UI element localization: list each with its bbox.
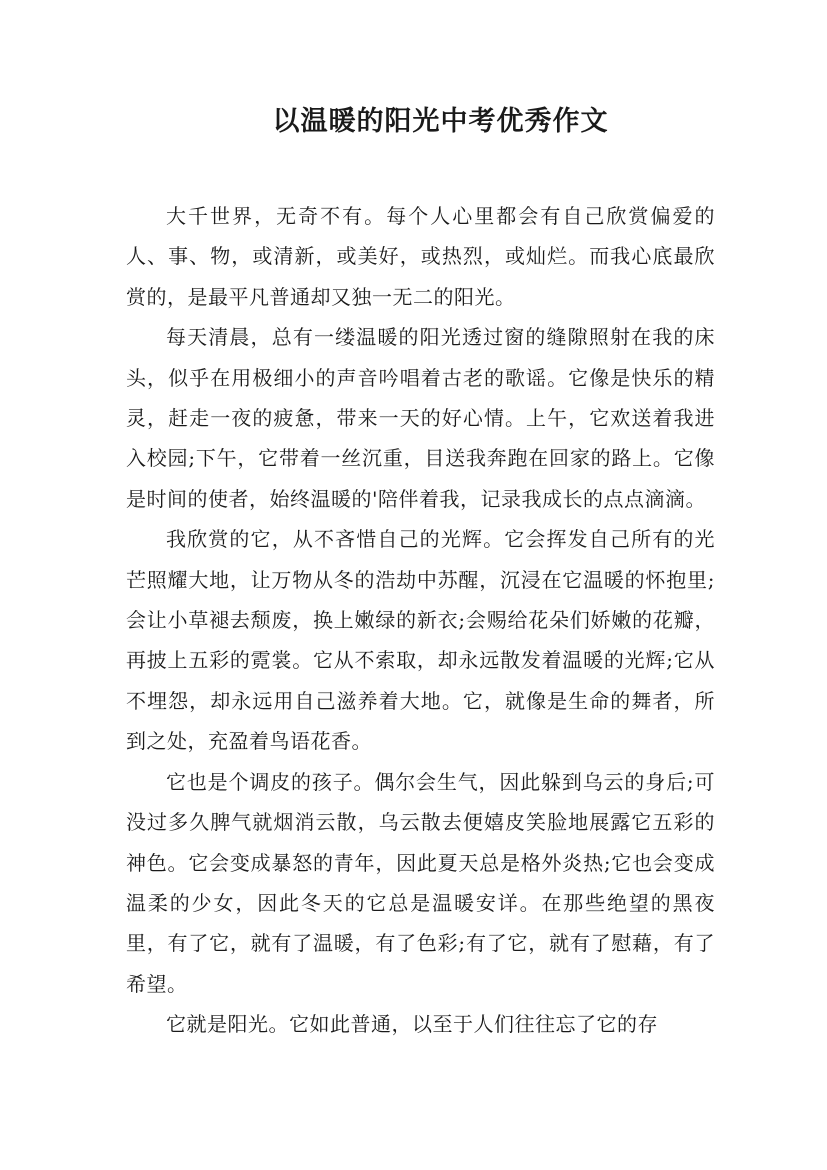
paragraph-4: 它也是个调皮的孩子。偶尔会生气，因此躲到乌云的身后;可没过多久脾气就烟消云散，乌云散去便嬉皮笑脸地展露它五彩的神色。它会变成暴怒的青年，因此夏天总是格外炎热;它也会变成温柔的少女，因此冬天的它总是温暖安详。在那些绝望的黑夜里，有了它，就有了温暖，有了色彩;有了它，就有了慰藉，有了希望。 [126,769,715,996]
essay-body [126,196,715,1045]
paragraph-2: 每天清晨，总有一缕温暖的阳光透过窗的缝隙照射在我的床头，似乎在用极细小的声音吟唱着古老的歌谣。它像是快乐的精灵，赶走一夜的疲惫，带来一天的好心情。上午，它欢送着我进入校园;下午，它带着一丝沉重，目送我奔跑在回家的路上。它像是时间的使者，始终温暖的'陪伴着我，记录我成长的点点滴滴。 [126,325,715,511]
paragraph-5: 它就是阳光。它如此普通，以至于人们往往忘了它的存 [166,1012,658,1037]
essay-title: 以温暖的阳光中考优秀作文 [272,106,609,137]
paragraph-1: 大千世界，无奇不有。每个人心里都会有自己欣赏偏爱的人、事、物，或清新，或美好，或热烈，或灿烂。而我心底最欣赏的，是最平凡普通却又独一无二的阳光。 [126,204,715,309]
paragraph-3: 我欣赏的它，从不吝惜自己的光辉。它会挥发自己所有的光芒照耀大地，让万物从冬的浩劫中苏醒，沉浸在它温暖的怀抱里;会让小草褪去颓废，换上嫩绿的新衣;会赐给花朵们娇嫩的花瓣，再披上五彩的霓裳。它从不索取，却永远散发着温暖的光辉;它从不埋怨，却永远用自己滋养着大地。它，就像是生命的舞者，所到之处，充盈着鸟语花香。 [126,527,715,754]
